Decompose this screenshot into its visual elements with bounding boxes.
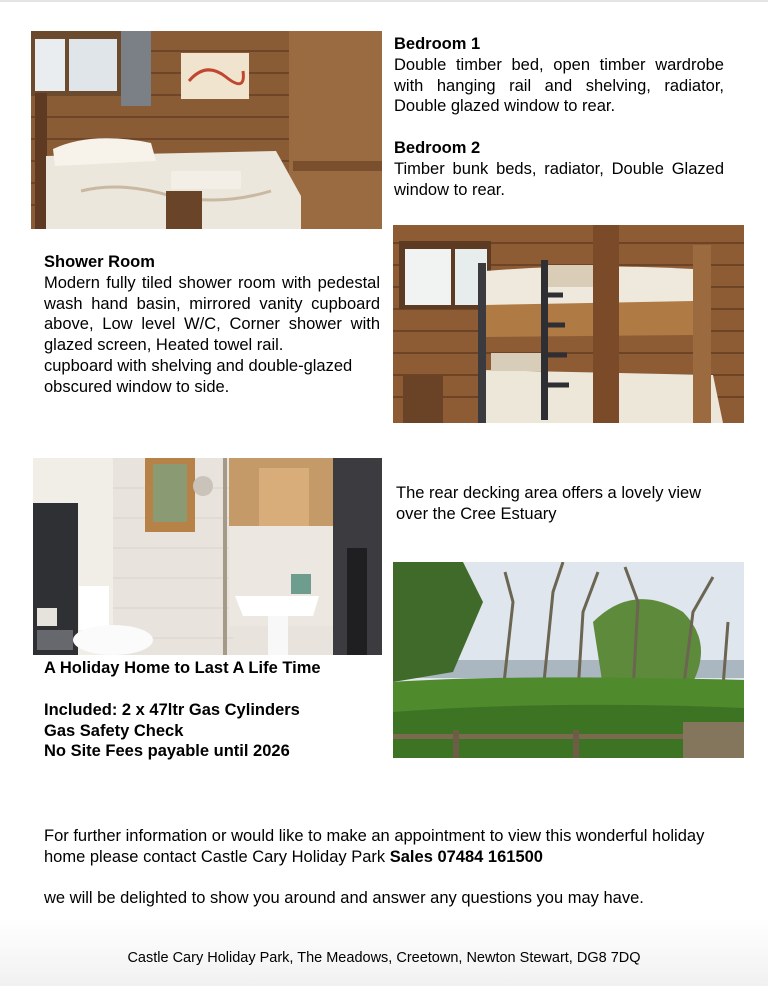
promo-included: Included: 2 x 47ltr Gas Cylinders — [44, 700, 300, 719]
sales-phone: Sales 07484 161500 — [389, 847, 543, 866]
shower-room-text: Modern fully tiled shower room with pedestal wash hand basin, mirrored vanity cupboard above, Low level W/C, Corner shower with glazed screen, Heated towel rail. — [44, 273, 380, 355]
bedroom1-text: Double timber bed, open timber wardrobe with hanging rail and shelving, radiator, Double glazed window to rear. — [394, 55, 724, 116]
top-divider — [0, 0, 768, 2]
promo-safety-check: Gas Safety Check — [44, 721, 184, 740]
bedroom2-text: Timber bunk beds, radiator, Double Glazed window to rear. — [394, 159, 724, 199]
bedroom1-description — [394, 34, 724, 117]
contact-paragraph — [44, 826, 734, 868]
promo-block — [44, 658, 384, 762]
shower-room-photo — [33, 458, 382, 655]
shower-room-text-2: cupboard with shelving and double-glazed obscured window to side. — [44, 356, 353, 396]
contact-text: For further information or would like to make an appointment to view this wonderful holiday home please contact Castle Cary Holiday Park — [44, 827, 705, 866]
shower-room-heading: Shower Room — [44, 253, 155, 271]
decking-description: The rear decking area offers a lovely view over the Cree Estuary — [396, 484, 702, 523]
footer-address: Castle Cary Holiday Park, The Meadows, Creetown, Newton Stewart, DG8 7DQ — [127, 950, 641, 966]
bedroom2-description — [394, 138, 724, 200]
bedroom1-photo — [31, 31, 382, 229]
promo-site-fees: No Site Fees payable until 2026 — [44, 742, 290, 761]
contact-closing: we will be delighted to show you around and answer any questions you may have. — [44, 889, 644, 907]
bedroom2-photo — [393, 225, 744, 423]
estuary-view-photo — [393, 562, 744, 758]
bedroom2-heading: Bedroom 2 — [394, 139, 481, 157]
bedroom1-heading: Bedroom 1 — [394, 35, 481, 53]
promo-tagline: A Holiday Home to Last A Life Time — [44, 659, 321, 677]
shower-room-description — [44, 252, 380, 398]
